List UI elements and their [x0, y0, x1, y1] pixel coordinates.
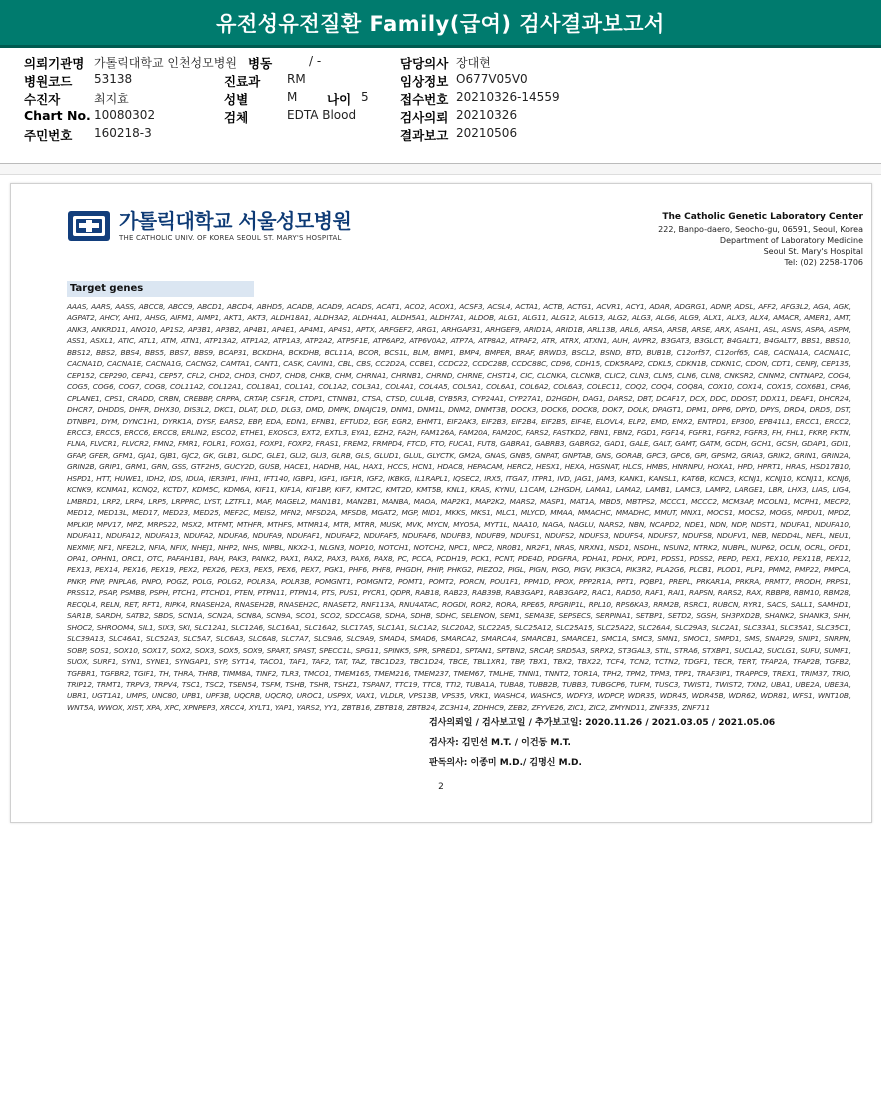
- hospital-name-en: THE CATHOLIC UNIV. OF KOREA SEOUL ST. MARY'S HOSPITAL: [119, 234, 342, 242]
- age-label: 나이: [327, 92, 352, 107]
- lab-address-block: [658, 212, 863, 268]
- report-page-image: [10, 183, 872, 823]
- chart-no-label: Chart No.: [24, 108, 91, 123]
- section-divider: [0, 163, 881, 175]
- report-title-bar: [0, 0, 881, 48]
- clinical-info-value: O677V05V0: [456, 72, 528, 86]
- report-date-value: 20210506: [456, 126, 518, 140]
- sex-value: M: [287, 90, 298, 104]
- dates-line: 검사의뢰일 / 검사보고일 / 추가보고일: 2020.11.26 / 2021.03.05 / 2021.05.06: [429, 718, 776, 728]
- lab-address-line-2: Department of Laboratory Medicine: [719, 236, 863, 245]
- hospital-emblem-icon: [67, 210, 111, 242]
- examiner-line: 검사자: 김민선 M.T. / 이건동 M.T.: [429, 738, 571, 748]
- hospital-logo: [67, 210, 351, 242]
- ward-value: / -: [309, 54, 322, 68]
- request-date-label: 검사의뢰: [400, 110, 449, 125]
- report-date-label: 결과보고: [400, 128, 449, 143]
- hospital-code-label: 병원코드: [24, 74, 73, 89]
- doctor-line: 판독의사: 이종미 M.D./ 김명신 M.D.: [429, 758, 582, 768]
- institution-value: 가톨릭대학교 인천성모병원: [94, 56, 237, 70]
- receipt-label: 접수번호: [400, 92, 449, 107]
- age-value: 5: [361, 90, 369, 104]
- receipt-value: 20210326-14559: [456, 90, 560, 104]
- sex-label: 성별: [224, 92, 249, 107]
- department-label: 진료과: [224, 74, 261, 89]
- physician-label: 담당의사: [400, 56, 449, 71]
- hospital-name-kr: 가톨릭대학교 서울성모병원: [119, 209, 352, 233]
- patient-value: 최지효: [94, 92, 129, 106]
- patient-label: 수진자: [24, 92, 61, 107]
- info-row-1: [24, 54, 864, 72]
- chart-no-value: 10080302: [94, 108, 156, 122]
- target-genes-list: AAAS, AARS, AASS, ABCC8, ABCC9, ABCD1, ABCD4, ABHD5, ACADB, ACAD9, ACADS, ACAT1, ACO2, ACOX1, ACSF3, ACSL4, ACTA1, ACTB, ACTG1, ACVR1, ACY1, ADAR, ADGRG1, ADNP, ADSL, AFF2, AFG3L2, AGA, AGK, AGPAT2, AHCY, AHI1, AHSG, AIFM1, AIMP1, AKT1, AKT3, ALDH18A1, ALDH3A2, ALDH4A1, ALDH5A1, ALDH7A1, ALDOB, ALG1, ALG11, ALG12, ALG13, ALG2, ALG3, ALG6, ALG9, ALX1, ALX3, ALX4, AMACR, AMER1, AMT, ANK3, ANKRD11, ANO10, AP1S2, AP3B1, AP3B2, AP4B1, AP4E1, AP4M1, AP4S1, APTX, ARFGEF2, ARG1, ARHGAP31, ARHGEF9, ARID1A, ARID1B, ARL13B, ARL6, ARSA, ARSB, ARSE, ARX, ASAH1, ASL, ASNS, ASPA, ASPM, ASS1, ASXL1, ATIC, ATL1, ATM, ATN1, ATP13A2, ATP1A2, ATP1A3, ATP2A2, ATP5F1E, ATP6AP2, ATP6V0A2, ATP7A, ATP8A2, ATPAF2, ATR, ATRX, ATXN1, AUH, AVPR2, B3GAT3, B3GLCT, B4GALT1, B4GALT7, BBS1, BBS10, BBS12, BBS2, BBS4, BBS5, BBS7, BBS9, BCAP31, BCKDHA, BCKDHB, BCL11A, BCOR, BCS1L, BLM, BMP1, BMP4, BMPER, BRAF, BRWD3, BSCL2, BSND, BTD, BUB1B, C12orf57, C12orf65, CA8, CACNA1A, CACNA1C, CACNA1D, CACNA1E, CACNA1G, CACNG2, CAMTA1, CANT1, CASK, CAVIN1, CBL, CBS, CC2D2A, CCBE1, CCDC22, CCDC28B, CCDC88C, CD96, CDH15, CDK5RAP2, CDKL5, CDKN1B, CDKN1C, CDON, CDT1, CENPJ, CEP135, CEP152, CEP290, CEP41, CEP57, CFL2, CHD2, CHD3, CHD7, CHD8, CHKB, CHM, CHRNA1, CHRNB1, CHRND, CHRNE, CHST14, CIC, CLCNKA, CLCNKB, CLIC2, CLN3, CLN5, CLN6, CLN8, CNKSR2, CNNM2, CNTNAP2, COG4, COG5, COG6, COG7, COG8, COL11A2, COL12A1, COL18A1, COL1A1, COL1A2, COL3A1, COL4A1, COL4A5, COL5A1, COL6A1, COL6A2, COL6A3, COLEC11, COQ2, COQ4, COQ8A, COX10, COX14, COX15, COX6B1, CPA6, CPLANE1, CPS1, CRADD, CRBN, CREBBP, CRPPA, CRTAP, CSF1R, CTDP1, CTNNB1, CTSA, CTSD, CUL4B, CYB5R3, CYP24A1, CYP27A1, D2HGDH, DAG1, DARS2, DBT, DCAF17, DCX, DDC, DDOST, DDX11, DEAF1, DHCR24, DHCR7, DHDDS, DHFR, DHX30, DIS3L2, DKC1, DLAT, DLD, DLG3, DMD, DMPK, DNAJC19, DNM1, DNM1L, DNM2, DNMT3B, DOCK3, DOCK6, DOCK8, DOK7, DOLK, DPAGT1, DPM1, DPP6, DPYD, DPYS, DRD4, DRD5, DST, DTNBP1, DYM, DYNC1H1, DYRK1A, DYSF, EARS2, EBP, EDA, EDN1, EFNB1, EFTUD2, EGF, EGR2, EHMT1, EIF2AK3, EIF2B3, EIF2B4, EIF2B5, EIF4E, ELOVL4, ELP2, EMD, EMX2, ENTPD1, EP300, EPB41L1, ERCC1, ERCC2, ERCC3, ERCC5, ERCC6, ERCC8, ERLIN2, ESCO2, ETHE1, EXOSC3, EXT2, EXTL3, EYA1, EZH2, FA2H, FAM126A, FAM20A, FAM20C, FARS2, FASTKD2, FBN1, FBN2, FGD1, FGF14, FGFR1, FGFR2, FGFR3, FH, FHL1, FKRP, FKTN, FLNA, FLVCR1, FLVCR2, FMN2, FMR1, FOLR1, FOXG1, FOXP1, FOXP2, FRAS1, FREM2, FRMPD4, FTCD, FTO, FUCA1, FUT8, GABRA1, GABRB3, GABRG2, GAD1, GALE, GALT, GAMT, GATM, GCDH, GCH1, GCSH, GDAP1, GDI1, GFAP, GFER, GFM1, GJA1, GJB1, GJC2, GK, GLB1, GLDC, GLE1, GLI2, GLI3, GLRB, GLS, GLUD1, GLUL, GLYCTK, GM2A, GNAS, GNB5, GNPAT, GNPTAB, GNS, GORAB, GPC3, GPC6, GPI, GPSM2, GRIA3, GRIK2, GRIN1, GRIN2A, GRIN2B, GRIP1, GRM1, GRN, GSS, GTF2H5, GUCY2D, GUSB, HACE1, HADHB, HAL, HAX1, HCCS, HCN1, HDAC8, HEPACAM, HERC2, HESX1, HEXA, HGSNAT, HLCS, HMBS, HNRNPU, HOXA1, HPD, HPRT1, HRAS, HSD17B10, HSPD1, HTT, HUWE1, IDH2, IDS, IDUA, IER3IP1, IFIH1, IFT140, IGBP1, IGF1, IGF1R, IGF2, IKBKG, IL1RAPL1, IQSEC2, IRX5, ITGA7, ITPR1, IVD, JAG1, JAM3, KANK1, KANSL1, KAT6B, KCNC3, KCNJ1, KCNJ10, KCNJ11, KCNJ6, KCNK9, KCNMA1, KCNQ2, KCTD7, KDM5C, KDM6A, KIF11, KIF1A, KIF1BP, KIF7, KMT2C, KMT2D, KMT5B, KNL1, KRAS, KYNU, L1CAM, L2HGDH, LAMA1, LAMA2, LAMB1, LAMC3, LAMP2, LARGE1, LBR, LHX3, LIAS, LIG4, LMBRD1, LRP2, LRP4, LRP5, LRPPRC, LYST, LZTFL1, MAF, MAGEL2, MAN1B1, MAN2B1, MANBA, MAOA, MAP2K1, MAP2K2, MARS2, MASP1, MAT1A, MBD5, MBTPS2, MCCC1, MCCC2, MCM3AP, MCOLN1, MCPH1, MECP2, MED12, MED13L, MED17, MED23, MED25, MEF2C, MEIS2, MFN2, MFSD2A, MFSD8, MGAT2, MGP, MID1, MKKS, MKS1, MLC1, MLYCD, MMAA, MMACHC, MMADHC, MMUT, MNX1, MOCS1, MOCS2, MOGS, MPDU1, MPDZ, MPLKIP, MPV17, MPZ, MRPS22, MSX2, MTFMT, MTHFR, MTHFS, MTMR14, MTR, MTRR, MUSK, MVK, MYCN, MYO5A, MYT1L, NAA10, NAGA, NAGLU, NARS2, NBN, NCAPD2, NDE1, NDN, NDP, NDST1, NDUFA1, NDUFA10, NDUFA11, NDUFA12, NDUFA13, NDUFA2, NDUFA6, NDUFA9, NDUFAF1, NDUFAF2, NDUFAF5, NDUFAF6, NDUFB3, NDUFB9, NDUFS1, NDUFS2, NDUFS3, NDUFS4, NDUFS7, NDUFS8, NDUFV1, NEB, NEDD4L, NEFL, NEU1, NEXMIF, NF1, NFE2L2, NFIA, NFIX, NHEJ1, NHP2, NHS, NIPBL, NKX2-1, NLGN3, NOP10, NOTCH1, NOTCH2, NPC1, NPC2, NR0B1, NR2F1, NRAS, NRXN1, NSD1, NSDHL, NSUN2, NTRK2, NUBPL, NUP62, OCLN, OCRL, OFD1, OPA1, OPHN1, ORC1, OTC, PAFAH1B1, PAH, PAK3, PANK2, PAX1, PAX2, PAX3, PAX6, PAX8, PC, PCCA, PCDH19, PCK1, PCNT, PDE4D, PDGFRA, PDHA1, PDHX, PDP1, PDSS1, PDSS2, PEPD, PEX1, PEX10, PEX11B, PEX12, PEX13, PEX14, PEX16, PEX19, PEX2, PEX26, PEX3, PEX5, PEX6, PEX7, PGK1, PHF6, PHF8, PHGDH, PHIP, PHKG2, PIEZO2, PIGL, PIGN, PIGO, PIGV, PIK3CA, PIK3R2, PLA2G6, PLCB1, PLOD1, PLP1, PMM2, PMP22, PMPCA, PNKP, PNP, PNPLA6, PNPO, POGZ, POLG, POLG2, POLR3A, POLR3B, POMGNT1, POMGNT2, POMT1, POMT2, PORCN, POU1F1, PPM1D, PPOX, PPP2R1A, PPT1, PQBP1, PREPL, PRKAR1A, PRKRA, PRMT7, PRODH, PRPS1, PRSS12, PSAP, PSMB8, PSPH, PTCH1, PTCHD1, PTEN, PTPN11, PTPN14, PTS, PUS1, PYCR1, QDPR, RAB18, RAB23, RAB39B, RAB3GAP1, RAB3GAP2, RAC1, RAD50, RAF1, RAI1, RAPSN, RARS2, RAX, RBBP8, RBM10, RBM28, RECQL4, RELN, RET, RFT1, RIPK4, RNASEH2A, RNASEH2B, RNASEH2C, RNASET2, RNF113A, RNU4ATAC, ROGDI, ROR2, RORA, RPE65, RPGRIP1L, RPL10, RPS6KA3, RRM2B, RSRC1, RUBCN, RYR1, SACS, SALL1, SAMHD1, SAR1B, SARDH, SATB2, SBDS, SCN1A, SCN2A, SCN8A, SCN9A, SCO1, SCO2, SDCCAG8, SDHA, SDHB, SDHC, SELENON, SEM1, SEMA3E, SEPSECS, SERPINA1, SETBP1, SETD2, SGSH, SH3PXD2B, SHANK2, SHANK3, SHH, SHOC2, SHROOM4, SIL1, SIX3, SKI, SLC12A1, SLC12A6, SLC16A1, SLC16A2, SLC17A5, SLC1A1, SLC1A2, SLC20A2, SLC22A5, SLC25A12, SLC25A15, SLC25A22, SLC26A4, SLC29A3, SLC2A1, SLC33A1, SLC35A1, SLC35C1, SLC39A13, SLC46A1, SLC52A3, SLC5A7, SLC6A3, SLC6A8, SLC7A7, SLC9A6, SLC9A9, SMAD4, SMAD6, SMARCA2, SMARCA4, SMARCB1, SMARCE1, SMC1A, SMC3, SMN1, SMOC1, SMPD1, SMS, SNAP29, SNIP1, SNRPN, SOBP, SOS1, SOX10, SOX17, SOX2, SOX3, SOX5, SOX9, SPART, SPAST, SPECC1L, SPG11, SPINK5, SPR, SPRED1, SPTAN1, SPTBN2, SRCAP, SRD5A3, SRPX2, ST3GAL3, STIL, STRA6, STXBP1, SUCLA2, SUCLG1, SUFU, SUMF1, SUOX, SURF1, SYN1, SYNE1, SYNGAP1, SYP, SYT14, TACO1, TAF1, TAF2, TAT, TAZ, TBC1D23, TBC1D24, TBCE, TBL1XR1, TBP, TBX1, TBX2, TBX22, TCF4, TCN2, TCTN2, TDGF1, TECR, TERT, TFAP2A, TFAP2B, TGFB2, TGFBR1, TGFBR2, TGIF1, TH, THRA, THRB, TIMM8A, TINF2, TLR3, TMCO1, TMEM165, TMEM216, TMEM237, TMEM67, TMLHE, TNNI1, TNNT2, TOR1A, TPH2, TPM2, TPM3, TPP1, TRAF3IP1, TRAPPC9, TREX1, TRIM37, TRIO, TRIP12, TRMT1, TRPV3, TRPV4, TSC1, TSC2, TSEN54, TSFM, TSHB, TSHR, TSHZ1, TSPAN7, TTC19, TTC8, TTI2, TUBA1A, TUBA8, TUBB2B, TUBB3, TUBGCP6, TUFM, TUSC3, TWIST1, TWIST2, TXN2, UBA1, UBE2A, UBE3A, UBR1, UGT1A1, UMPS, UNC80, UPB1, UPF3B, UQCRB, UQCRQ, UROC1, USP9X, VAX1, VLDLR, VPS13B, VPS35, VRK1, WASHC4, WASHC5, WDFY3, WDPCP, WDR35, WDR45, WDR45B, WDR62, WDR81, WFS1, WNT10B, WNT5A, WWOX, XIST, XPA, XPC, XPNPEP3, XRCC4, XYLT1, YAP1, YARS2, YY1, ZBTB16, ZBTB18, ZBTB24, ZC3H14, ZDHHC9, ZEB2, ZFYVE26, ZIC1, ZIC2, ZMYND11, ZNF335, ZNF711: [67, 302, 851, 712]
- page-number: 2: [438, 782, 444, 792]
- physician-value: 장대현: [456, 56, 491, 70]
- info-row-3: [24, 90, 864, 108]
- info-row-5: [24, 126, 864, 144]
- lab-address-line-3: Seoul St. Mary's Hospital: [763, 247, 863, 256]
- info-row-4: [24, 108, 864, 126]
- target-genes-heading: Target genes: [67, 281, 254, 297]
- specimen-value: EDTA Blood: [287, 108, 357, 122]
- report-title: 유전성유전질환 Family(급여) 검사결과보고서: [216, 11, 665, 36]
- lab-address-line-1: 222, Banpo-daero, Seocho-gu, 06591, Seoul, Korea: [658, 225, 863, 234]
- institution-label: 의뢰기관명: [24, 56, 85, 71]
- signature-block: [429, 713, 775, 773]
- department-value: RM: [287, 72, 306, 86]
- request-date-value: 20210326: [456, 108, 518, 122]
- lab-telephone: Tel: (02) 2258-1706: [784, 258, 863, 267]
- lab-name: The Catholic Genetic Laboratory Center: [662, 212, 863, 222]
- info-row-2: [24, 72, 864, 90]
- hospital-code-value: 53138: [94, 72, 133, 86]
- patient-info-table: [24, 54, 864, 144]
- ward-label: 병동: [248, 56, 273, 71]
- rrn-label: 주민번호: [24, 128, 73, 143]
- clinical-info-label: 임상정보: [400, 74, 449, 89]
- specimen-label: 검체: [224, 110, 249, 125]
- rrn-value: 160218-3: [94, 126, 152, 140]
